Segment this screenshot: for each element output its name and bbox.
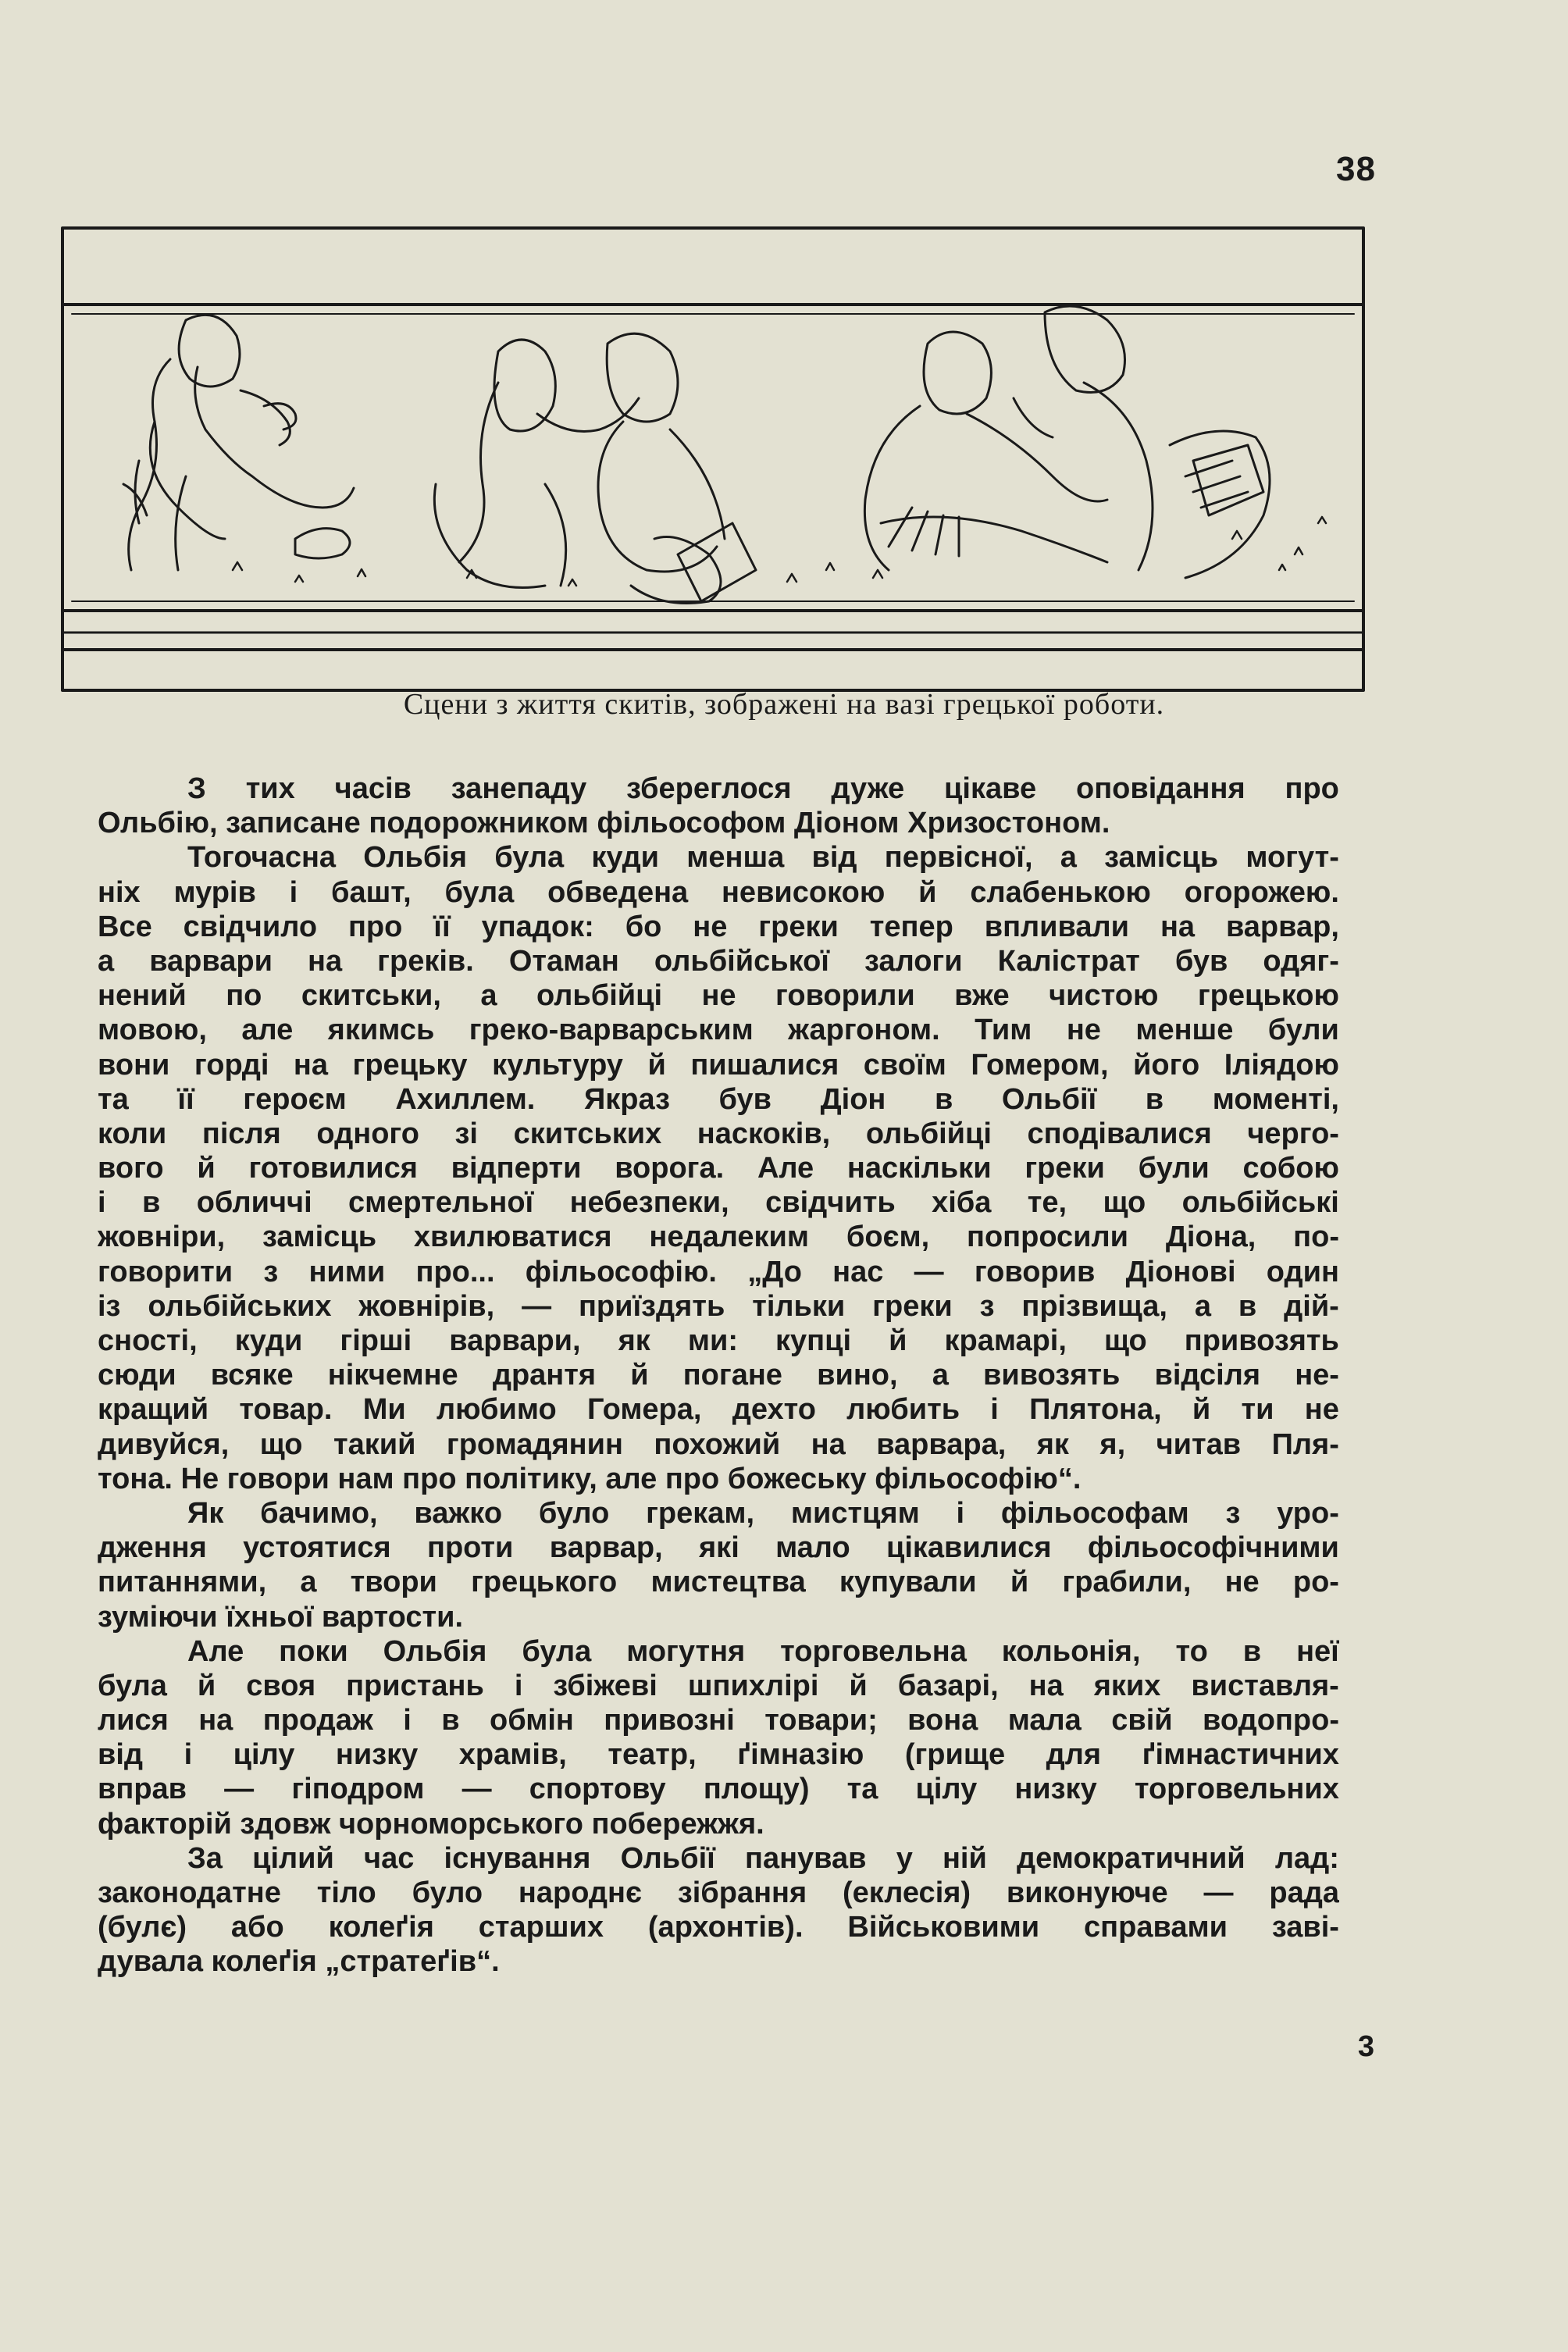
text-line: коли після одного зі скитських наскоків, ольбійці сподівалися черго- xyxy=(98,1117,1339,1150)
text-line: мовою, але якимсь греко-варварським жаргоном. Тим не менше були xyxy=(98,1014,1339,1047)
vase-frieze-illustration xyxy=(61,226,1365,692)
text-line: зуміючи їхньої вартости. xyxy=(98,1600,464,1634)
text-line: Все свідчило про її упадок: бо не греки тепер впливали на варвар, xyxy=(98,910,1339,943)
text-line: вправ — гіподром — спортову площу) та цілу низку торговельних xyxy=(98,1773,1339,1806)
text-line: З тих часів занепаду збереглося дуже цікаве оповідання про xyxy=(187,772,1339,805)
figure-bow-pair xyxy=(864,306,1270,578)
page-number: 38 xyxy=(1336,150,1376,188)
text-line: сюди всяке нікчемне дрантя й погане вино, а вивозять відсіля не- xyxy=(98,1359,1339,1392)
text-line: нений по скитськи, а ольбійці не говорили вже чистою грецькою xyxy=(98,979,1339,1013)
text-line: Тогочасна Ольбія була куди менша від первісної, а замісць могут- xyxy=(187,841,1339,875)
text-line: і в обличчі смертельної небезпеки, свідчить хіба те, що ольбійські xyxy=(98,1186,1339,1220)
text-line: а варвари на греків. Отаман ольбійської залоги Калістрат був одяг- xyxy=(98,944,1339,978)
text-line: За цілий час існування Ольбії панував у ній демократичний лад: xyxy=(187,1841,1339,1875)
text-line: (булє) або колеґія старших (архонтів). Військовими справами заві- xyxy=(98,1911,1339,1944)
text-line: дивуйся, що такий громадянин похожий на варвара, як я, читав Пля- xyxy=(98,1427,1339,1461)
text-line: Ольбію, записане подорожником фільософом Діоном Хризостоном. xyxy=(98,807,1110,840)
ground-grass-marks xyxy=(233,517,1326,586)
text-line: лися на продаж і в обмін привозні товари; вона мала свій водопро- xyxy=(98,1704,1339,1737)
text-line: тона. Не говори нам про політику, але про божеську фільософію“. xyxy=(98,1462,1082,1495)
text-line: була й своя пристань і збіжеві шпихлірі й базарі, на яких виставля- xyxy=(98,1669,1339,1702)
text-line: вого й готовилися відперти ворога. Але наскільки греки були собою xyxy=(98,1152,1339,1185)
text-line: Але поки Ольбія була могутня торговельна кольонія, то в неї xyxy=(187,1634,1339,1668)
text-line: кращий товар. Ми любимо Гомера, дехто любить і Плятона, й ти не xyxy=(98,1393,1339,1427)
text-line: жовніри, замісць хвилюватися недалеким боєм, попросили Діона, по- xyxy=(98,1221,1339,1254)
figure-hooded-man xyxy=(123,315,354,570)
text-line: сності, куди гірші варвари, як ми: купці й крамарі, що привозять xyxy=(98,1324,1339,1357)
illustration-caption: Сцени з життя скитів, зображені на вазі грецької роботи. xyxy=(403,688,1165,721)
figure-embracing-pair xyxy=(434,333,756,603)
text-line: дувала колеґія „стратеґів“. xyxy=(98,1945,500,1979)
text-line: факторій здовж чорноморського побережжя. xyxy=(98,1807,764,1841)
text-line: дження устоятися проти варвар, які мало цікавилися фільософічними xyxy=(98,1531,1339,1565)
text-line: ніх мурів і башт, була обведена невисокою й слабенькою огорожею. xyxy=(98,875,1339,909)
text-line: Як бачимо, важко було грекам, мистцям і фільософам з уро- xyxy=(187,1496,1339,1530)
text-line: із ольбійських жовнірів, — приїздять тільки греки з прізвища, а в дій- xyxy=(98,1289,1339,1323)
body-text xyxy=(98,772,1339,1980)
text-line: говорити з ними про... фільософію. „До нас — говорив Діонові один xyxy=(98,1255,1339,1288)
text-line: питаннями, а твори грецького мистецтва купували й грабили, не ро- xyxy=(98,1566,1339,1599)
text-line: вони горді на грецьку культуру й пишалися своїм Гомером, його Іліядою xyxy=(98,1048,1339,1082)
text-line: законодатне тіло було народнє зібрання (еклесія) виконуюче — рада xyxy=(98,1876,1339,1909)
signature-mark: 3 xyxy=(1357,2030,1374,2063)
text-line: від і цілу низку храмів, театр, ґімназію (грище для ґімнастичних xyxy=(98,1738,1339,1772)
text-line: та її героєм Ахиллем. Якраз був Діон в Ольбії в моменті, xyxy=(98,1082,1339,1116)
